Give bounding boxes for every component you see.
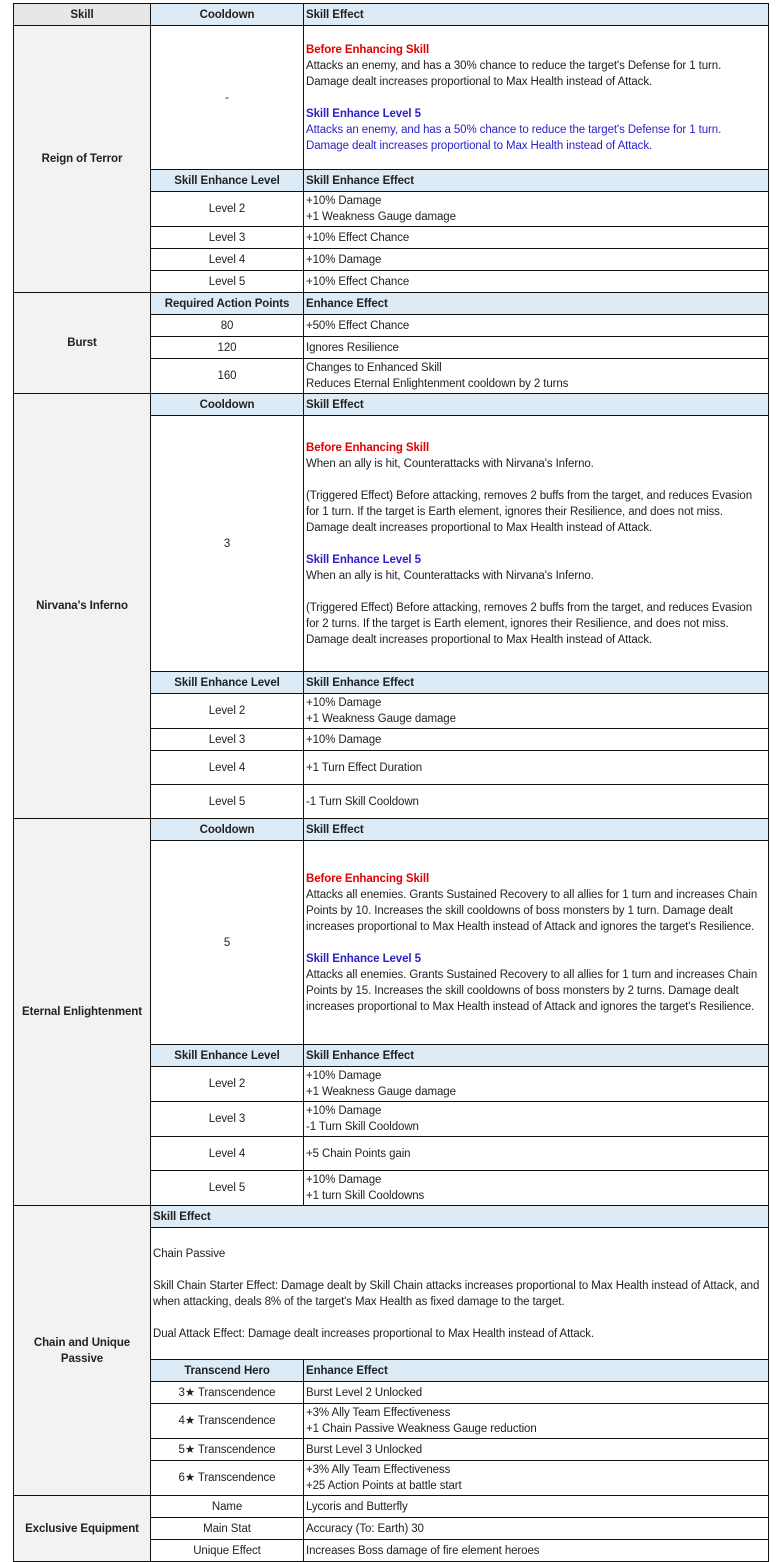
- effect-cell: -1 Turn Skill Cooldown: [304, 785, 769, 819]
- chain-header-row: [14, 1206, 769, 1228]
- header-enhance-effect: Enhance Effect: [304, 1360, 769, 1382]
- effect-line: +3% Ally Team Effectiveness: [306, 1407, 451, 1419]
- level-cell: Level 4: [151, 1137, 304, 1171]
- reign-cooldown: -: [151, 26, 304, 170]
- effect-line: Damage dealt increases proportional to Max Health instead of Attack.: [306, 633, 653, 646]
- skill-name-eternal: Eternal Enlightenment: [14, 819, 151, 1206]
- level-cell: Level 4: [151, 249, 304, 271]
- effect-cell: [304, 1171, 769, 1206]
- equipment-value: Accuracy (To: Earth) 30: [304, 1518, 769, 1540]
- effect-line: When an ally is hit, Counterattacks with Nirvana's Inferno.: [306, 569, 594, 582]
- burst-header-row: [14, 293, 769, 315]
- effect-line: +10% Damage: [306, 195, 382, 207]
- effect-line: +10% Damage: [306, 697, 382, 709]
- skill-name-nirvana: Nirvana's Inferno: [14, 394, 151, 819]
- level-cell: Level 5: [151, 271, 304, 293]
- effect-line: Attacks an enemy, and has a 30% chance to reduce the target's Defense for 1 turn.: [306, 59, 722, 72]
- reign-skill-row: [14, 26, 769, 170]
- effect-cell: Burst Level 3 Unlocked: [304, 1439, 769, 1461]
- effect-cell: [304, 694, 769, 729]
- effect-line: Changes to Enhanced Skill: [306, 362, 442, 374]
- enhance-level-title: Skill Enhance Level 5: [306, 107, 421, 120]
- effect-line: Dual Attack Effect: Damage dealt increases proportional to Max Health instead of Attack.: [153, 1327, 595, 1340]
- level-cell: Level 3: [151, 1102, 304, 1137]
- chain-skill-effect: [151, 1228, 769, 1360]
- effect-line: When an ally is hit, Counterattacks with Nirvana's Inferno.: [306, 457, 594, 470]
- effect-line: +1 Weakness Gauge damage: [306, 211, 456, 223]
- effect-cell: +1 Turn Effect Duration: [304, 751, 769, 785]
- eternal-cooldown: 5: [151, 841, 304, 1045]
- header-skill-effect: Skill Effect: [151, 1206, 769, 1228]
- table-row: [14, 1496, 769, 1518]
- effect-line: +10% Damage: [306, 1174, 382, 1186]
- transcend-cell: 3★ Transcendence: [151, 1382, 304, 1404]
- skill-name-chain: Chain and Unique Passive: [14, 1206, 151, 1496]
- effect-cell: +10% Effect Chance: [304, 271, 769, 293]
- effect-line: (Triggered Effect) Before attacking, removes 2 buffs from the target, and reduces Evasion for 1 turn. If the target is Earth element, ignores their Resilience, and does not miss.: [306, 489, 753, 518]
- effect-line: +1 Weakness Gauge damage: [306, 713, 456, 725]
- header-enhance-level: Skill Enhance Level: [151, 672, 304, 694]
- effect-line: +10% Damage: [306, 1070, 382, 1082]
- effect-cell: [304, 192, 769, 227]
- enhance-level-title: Skill Enhance Level 5: [306, 952, 421, 965]
- effect-line: Attacks all enemies. Grants Sustained Recovery to all allies for 1 turn and increases Chain Points by 15. Increases the skill cooldowns of boss monsters by 2 turns. Damage dealt increases proportional to Max Health instead of Attack and ignores the target's Resilience.: [306, 968, 758, 1013]
- points-cell: 160: [151, 359, 304, 394]
- effect-line: -1 Turn Skill Cooldown: [306, 1121, 419, 1133]
- effect-line: Reduces Eternal Enlightenment cooldown by 2 turns: [306, 378, 569, 390]
- effect-cell: [304, 1067, 769, 1102]
- header-cooldown: Cooldown: [151, 819, 304, 841]
- nirvana-cooldown: 3: [151, 416, 304, 672]
- skill-name-equipment: Exclusive Equipment: [14, 1496, 151, 1562]
- equipment-value: Lycoris and Butterfly: [304, 1496, 769, 1518]
- header-cooldown: Cooldown: [151, 4, 304, 26]
- effect-line: +25 Action Points at battle start: [306, 1480, 462, 1492]
- transcend-cell: 5★ Transcendence: [151, 1439, 304, 1461]
- table-header-row: [14, 4, 769, 26]
- header-enhance-effect: Skill Enhance Effect: [304, 672, 769, 694]
- skill-table: [13, 3, 769, 1562]
- effect-line: Skill Chain Starter Effect: Damage dealt by Skill Chain attacks increases proportional to Max Health instead of Attack, and when attacking, deals 8% of the target's Max Health as fixed damage to the target.: [153, 1279, 760, 1308]
- before-enhancing-title: Before Enhancing Skill: [306, 872, 430, 885]
- effect-cell: +50% Effect Chance: [304, 315, 769, 337]
- effect-line: Chain Passive: [153, 1247, 226, 1260]
- effect-line: +1 Weakness Gauge damage: [306, 1086, 456, 1098]
- effect-cell: +10% Effect Chance: [304, 227, 769, 249]
- level-cell: Level 5: [151, 785, 304, 819]
- eternal-header-row: [14, 819, 769, 841]
- effect-line: +3% Ally Team Effectiveness: [306, 1464, 451, 1476]
- transcend-cell: 4★ Transcendence: [151, 1404, 304, 1439]
- effect-cell: [304, 1461, 769, 1496]
- level-cell: Level 3: [151, 227, 304, 249]
- level-cell: Level 2: [151, 192, 304, 227]
- effect-line: +1 turn Skill Cooldowns: [306, 1190, 425, 1202]
- header-required-action-points: Required Action Points: [151, 293, 304, 315]
- equipment-label: Unique Effect: [151, 1540, 304, 1562]
- header-enhance-level: Skill Enhance Level: [151, 170, 304, 192]
- level-cell: Level 3: [151, 729, 304, 751]
- header-transcend-hero: Transcend Hero: [151, 1360, 304, 1382]
- skill-name-burst: Burst: [14, 293, 151, 394]
- equipment-value: Increases Boss damage of fire element heroes: [304, 1540, 769, 1562]
- effect-cell: +10% Damage: [304, 729, 769, 751]
- header-enhance-effect: Enhance Effect: [304, 293, 769, 315]
- effect-cell: [304, 1102, 769, 1137]
- level-cell: Level 4: [151, 751, 304, 785]
- header-skill-effect: Skill Effect: [304, 4, 769, 26]
- header-enhance-level: Skill Enhance Level: [151, 1045, 304, 1067]
- header-enhance-effect: Skill Enhance Effect: [304, 170, 769, 192]
- points-cell: 120: [151, 337, 304, 359]
- level-cell: Level 2: [151, 1067, 304, 1102]
- effect-line: +10% Damage: [306, 1105, 382, 1117]
- effect-line: (Triggered Effect) Before attacking, removes 2 buffs from the target, and reduces Evasion for 2 turns. If the target is Earth element, ignores their Resilience, and does not miss.: [306, 601, 753, 630]
- nirvana-skill-effect: [304, 416, 769, 672]
- effect-line: Damage dealt increases proportional to Max Health instead of Attack.: [306, 75, 653, 88]
- effect-cell: +5 Chain Points gain: [304, 1137, 769, 1171]
- effect-cell: +10% Damage: [304, 249, 769, 271]
- header-enhance-effect: Skill Enhance Effect: [304, 1045, 769, 1067]
- level-cell: Level 5: [151, 1171, 304, 1206]
- effect-line: +1 Chain Passive Weakness Gauge reduction: [306, 1423, 537, 1435]
- equipment-label: Name: [151, 1496, 304, 1518]
- before-enhancing-title: Before Enhancing Skill: [306, 441, 430, 454]
- effect-line: Attacks an enemy, and has a 50% chance to reduce the target's Defense for 1 turn.: [306, 123, 722, 136]
- effect-line: Damage dealt increases proportional to Max Health instead of Attack.: [306, 521, 653, 534]
- before-enhancing-title: Before Enhancing Skill: [306, 43, 430, 56]
- transcend-cell: 6★ Transcendence: [151, 1461, 304, 1496]
- header-cooldown: Cooldown: [151, 394, 304, 416]
- effect-cell: [304, 1404, 769, 1439]
- eternal-skill-effect: [304, 841, 769, 1045]
- nirvana-header-row: [14, 394, 769, 416]
- effect-line: Damage dealt increases proportional to Max Health instead of Attack.: [306, 139, 653, 152]
- effect-cell: Burst Level 2 Unlocked: [304, 1382, 769, 1404]
- level-cell: Level 2: [151, 694, 304, 729]
- effect-cell: Ignores Resilience: [304, 337, 769, 359]
- points-cell: 80: [151, 315, 304, 337]
- header-skill-effect: Skill Effect: [304, 394, 769, 416]
- equipment-label: Main Stat: [151, 1518, 304, 1540]
- reign-skill-effect: [304, 26, 769, 170]
- skill-name-reign: Reign of Terror: [14, 26, 151, 293]
- header-skill: Skill: [14, 4, 151, 26]
- enhance-level-title: Skill Enhance Level 5: [306, 553, 421, 566]
- header-skill-effect: Skill Effect: [304, 819, 769, 841]
- effect-cell: [304, 359, 769, 394]
- effect-line: Attacks all enemies. Grants Sustained Recovery to all allies for 1 turn and increases Chain Points by 10. Increases the skill cooldowns of boss monsters by 1 turn. Damage dealt increases proportional to Max Health instead of Attack and ignores the target's Resilience.: [306, 888, 758, 933]
